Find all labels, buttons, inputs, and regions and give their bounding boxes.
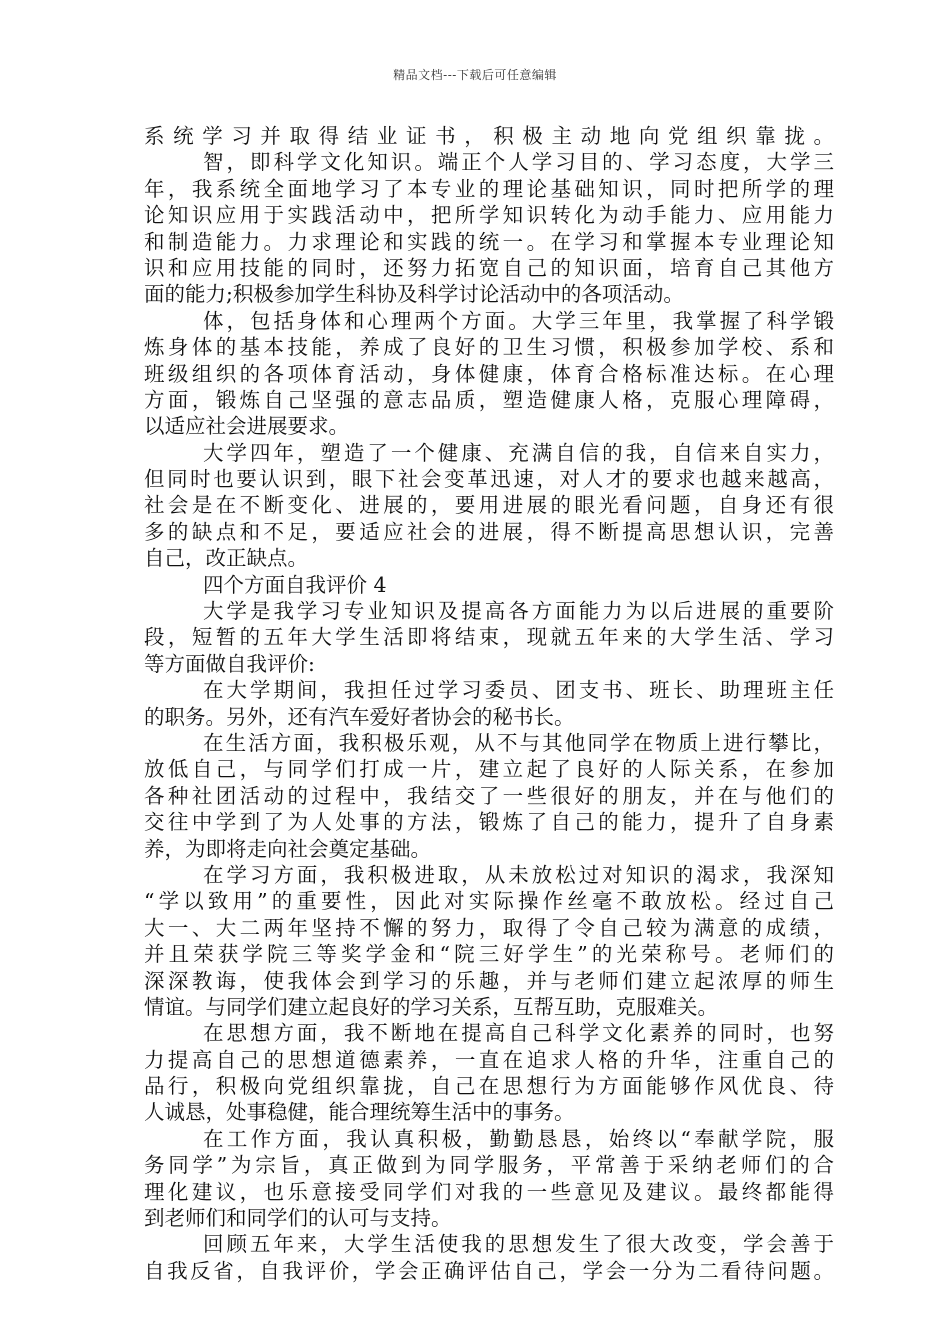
text-line: 和制造能力。力求理论和实践的统一。在学习和掌握本专业理论知	[144, 229, 834, 254]
text-line: 炼身体的基本技能，养成了良好的卫生习惯，积极参加学校、系和	[144, 335, 834, 360]
text-line: 方面，锻炼自己坚强的意志品质，塑造健康人格，克服心理障碍，	[144, 387, 834, 412]
page-header: 精品文档---下载后可任意编辑	[393, 68, 557, 82]
text-line: 论知识应用于实践活动中，把所学知识转化为动手能力、应用能力	[144, 203, 834, 228]
text-line: 体，包括身体和心理两个方面。大学三年里，我掌握了科学锻	[203, 308, 834, 333]
text-line: 智，即科学文化知识。端正个人学习目的、学习态度，大学三	[203, 150, 834, 175]
text-line: 以适应社会进展要求。	[144, 414, 349, 439]
text-line: 在大学期间，我担任过学习委员、团支书、班长、助理班主任	[203, 678, 834, 703]
document-body	[144, 123, 834, 1284]
text-line: 大学四年，塑造了一个健康、充满自信的我，自信来自实力，	[203, 440, 834, 465]
text-line: 的职务。另外，还有汽车爱好者协会的秘书长。	[144, 704, 575, 729]
text-line: 等方面做自我评价:	[144, 651, 315, 676]
text-line: 交往中学到了为人处事的方法，锻炼了自己的能力，提升了自身素	[144, 810, 834, 835]
text-line: 面的能力;积极参加学生科协及科学讨论活动中的各项活动。	[144, 282, 684, 307]
text-line: 在思想方面，我不断地在提高自己科学文化素养的同时，也努	[203, 1021, 834, 1046]
text-line: 段，短暂的五年大学生活即将结束，现就五年来的大学生活、学习	[144, 625, 834, 650]
text-line: 回顾五年来，大学生活使我的思想发生了很大改变，学会善于	[203, 1232, 834, 1257]
text-line: 品行，积极向党组织靠拢，自己在思想行为方面能够作风优良、待	[144, 1074, 834, 1099]
text-line: “学以致用”的重要性，因此对实际操作丝毫不敢放松。经过自己	[144, 889, 834, 914]
text-line: 并且荣获学院三等奖学金和“院三好学生”的光荣称号。老师们的	[144, 942, 834, 967]
text-line: 在学习方面，我积极进取，从未放松过对知识的渴求，我深知	[203, 862, 834, 887]
text-line: 到老师们和同学们的认可与支持。	[144, 1206, 452, 1231]
text-line: 各种社团活动的过程中，我结交了一些很好的朋友，并在与他们的	[144, 783, 834, 808]
text-line: 养，为即将走向社会奠定基础。	[144, 836, 431, 861]
text-line: 务同学”为宗旨，真正做到为同学服务，平常善于采纳老师们的合	[144, 1153, 834, 1178]
text-line: 年，我系统全面地学习了本专业的理论基础知识，同时把所学的理	[144, 176, 834, 201]
text-line: 自己，改正缺点。	[144, 546, 308, 571]
text-line: 自我反省，自我评价，学会正确评估自己，学会一分为二看待问题。	[144, 1258, 834, 1283]
text-line: 人诚恳，处事稳健，能合理统筹生活中的事务。	[144, 1100, 575, 1125]
text-line: 大学是我学习专业知识及提高各方面能力为以后进展的重要阶	[203, 599, 834, 624]
text-line: 在工作方面，我认真积极，勤勤恳恳，始终以“奉献学院，服	[203, 1126, 834, 1151]
text-line: 识和应用技能的同时，还努力拓宽自己的知识面，培育自己其他方	[144, 255, 834, 280]
text-line: 情谊。与同学们建立起良好的学习关系，互帮互助，克服难关。	[144, 994, 718, 1019]
text-line: 深深教诲，使我体会到学习的乐趣，并与老师们建立起浓厚的师生	[144, 968, 834, 993]
text-line: 理化建议，也乐意接受同学们对我的一些意见及建议。最终都能得	[144, 1179, 834, 1204]
text-line: 系统学习并取得结业证书，积极主动地向党组织靠拢。	[144, 124, 834, 148]
text-line: 但同时也要认识到，眼下社会变革迅速，对人才的要求也越来越高，	[144, 467, 834, 492]
text-line: 社会是在不断变化、进展的，要用进展的眼光看问题，自身还有很	[144, 493, 834, 518]
text-line: 班级组织的各项体育活动，身体健康，体育合格标准达标。在心理	[144, 361, 834, 386]
text-line: 大一、大二两年坚持不懈的努力，取得了令自己较为满意的成绩，	[144, 915, 834, 940]
text-line: 在生活方面，我积极乐观，从不与其他同学在物质上进行攀比，	[203, 730, 834, 755]
section-heading: 四个方面自我评价 4	[203, 572, 387, 597]
text-line: 力提高自己的思想道德素养，一直在追求人格的升华，注重自己的	[144, 1047, 834, 1072]
text-line: 放低自己，与同学们打成一片，建立起了良好的人际关系，在参加	[144, 757, 834, 782]
text-line: 多的缺点和不足，要适应社会的进展，得不断提高思想认识，完善	[144, 519, 834, 544]
